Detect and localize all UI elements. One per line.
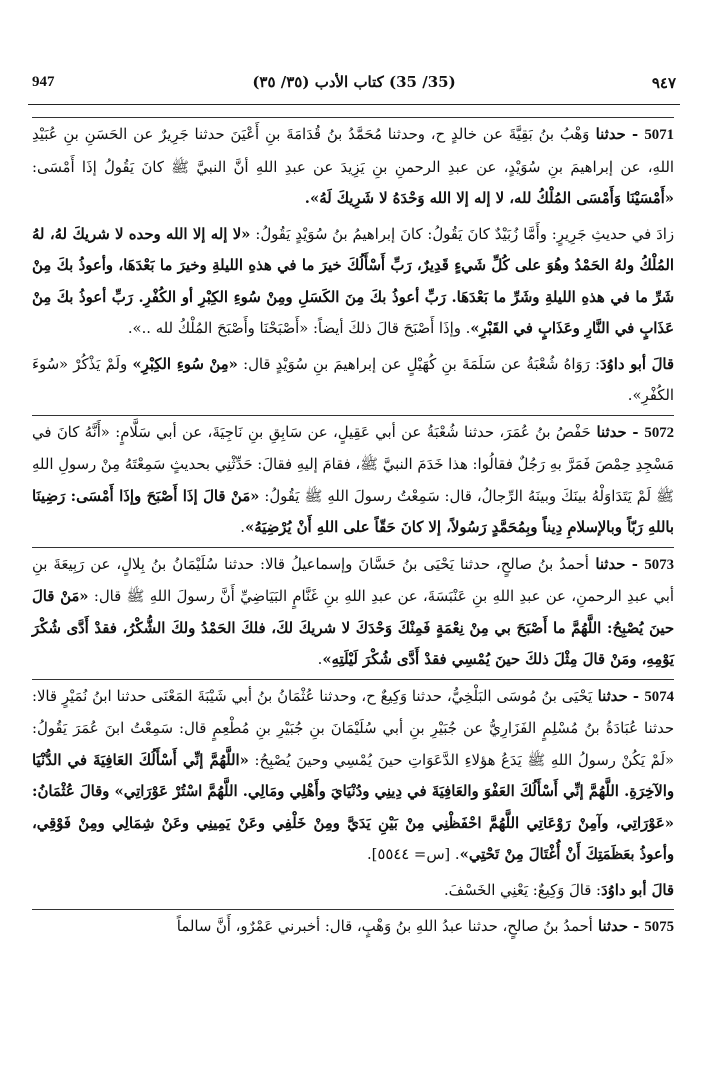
quoted-phrase: «مِنْ سُوءِ الكِبْرِ» bbox=[132, 355, 238, 373]
hadith-5072 bbox=[32, 415, 674, 544]
narration-opening: - حدثنا bbox=[588, 555, 645, 573]
page-number-latin: 947 bbox=[32, 74, 55, 90]
narration-tail: . وإذَا أَصْبَحَ قالَ ذلكَ أيضاً: «أَصْبَحْنَا وأَصْبَحَ المُلْكُ لله ..». bbox=[127, 320, 471, 337]
abu-dawud-note-2 bbox=[32, 875, 674, 907]
narration-opening: - حدثنا bbox=[589, 126, 645, 143]
abu-dawud-note-1 bbox=[32, 349, 674, 412]
note-text: : رَوَاهُ شُعْبَةُ عن سَلَمَةَ بنِ كُهَيْلٍ عن إبراهيمَ بنِ سُوَيْدٍ قال: bbox=[237, 355, 600, 373]
abu-dawud-label: قالَ أبو داوُدَ bbox=[599, 355, 674, 373]
page-number-arabic: ٩٤٧ bbox=[651, 74, 676, 92]
hadith-5075 bbox=[32, 909, 674, 944]
hadith-number: 5073 bbox=[644, 556, 674, 573]
supplication-text: «مَنْ قالَ إذَا أَصْبَحَ وإذَا أَمْسَى: رَضِينَا باللهِ رَبّاً وبالإسلامِ دِيناً وبِمُحَمَّدٍ رَسُولاً، إلا كانَ حَقّاً على اللهِ أَنْ يُرْضِيَهُ» bbox=[32, 487, 674, 536]
isnad-text: يَحْيَى بنُ مُوسَى البَلْخِيُّ، حدثنا وَكِيعٌ ح، وحدثنا عُثْمَانُ بنُ أبي شَيْبَةَ المَعْنَى حدثنا ابنُ نُمَيْرٍ قالا: حدثنا عُبَادَةُ بنُ مُسْلِمٍ الفَزَارِيُّ عن جُبَيْرِ بنِ أبي سُلَيْمَانَ بنِ جُبَيْرِ بنِ مُطْعِمٍ قال: سَمِعْتُ ابنَ عُمَرَ يَقُولُ: «لَمْ يَكُنْ رسولُ اللهِ ﷺ يَدَعُ هؤلاءِ الدَّعَوَاتِ حينَ يُمْسِي وحينَ يُصْبِحُ: bbox=[32, 687, 675, 769]
hadith-number: 5075 bbox=[644, 919, 674, 935]
addition-jarir bbox=[32, 219, 674, 345]
narration-text: زادَ في حديثِ جَرِيرٍ: وأَمَّا زُبَيْدٌ كانَ يَقُولُ: كانَ إبراهيمُ بنُ سُوَيْدٍ يَقُولُ: bbox=[250, 225, 675, 243]
cross-reference: . [س= ٥٥٤٤]. bbox=[366, 846, 460, 863]
hadith-number: 5072 bbox=[644, 424, 675, 441]
supplication-text: «أَمْسَيْنَا وَأَمْسَى المُلْكُ لله، لا إله إلا الله وَحْدَهُ لا شَرِيكَ لَهُ». bbox=[304, 190, 674, 207]
supplication-text: «لا إله إلا الله وحده لا شريكَ لهُ، لهُ المُلْكُ ولهُ الحَمْدُ وهُوَ على كُلِّ شَيءٍ قَدِيرٌ، رَبِّ أَسْأَلُكَ خيرَ ما في هذهِ الليلةِ وخيرَ ما بَعْدَهَا، وأعوذُ بكَ مِنْ شَرِّ ما في هذهِ الليلةِ وشَرِّ ما بَعْدَهَا. رَبِّ أعوذُ بكَ مِنَ الكَسَلِ ومِنْ سُوءِ الكِبْرِ أو الكُفْرِ. رَبِّ أعوذُ بكَ مِنْ عَذَابٍ في النَّارِ وعَذَابٍ في القَبْرِ» bbox=[32, 225, 674, 337]
hadith-number: 5074 bbox=[644, 688, 674, 705]
abu-dawud-label: قالَ أبو داوُدَ bbox=[601, 881, 674, 899]
note-text: : قالَ وَكِيعٌ: يَعْنِي الخَسْفَ. bbox=[443, 881, 602, 899]
isnad-text: أحمدُ بنُ صالحٍ، حدثنا يَحْيَى بنُ حَسَّانَ وإسماعيلُ قالا: حدثنا سُلَيْمَانُ بنُ بِلالٍ، عن رَبِيعَةَ بنِ أبي عبدِ الرحمنِ، عن عبدِ اللهِ بنِ عَنْبَسَةَ، عن عبدِ اللهِ بنِ غَنَّامٍ البَيَاضِيِّ أَنَّ رسولَ اللهِ ﷺ قال: bbox=[32, 555, 675, 605]
isnad-text: أحمدُ بنُ صالحٍ، حدثنا عبدُ اللهِ بنُ وَهْبٍ، قال: أخبرني عَمْرٌو، أَنَّ سالماً bbox=[176, 918, 593, 935]
hadith-5073 bbox=[32, 547, 674, 676]
supplication-text: «مَنْ قالَ حينَ يُصْبِحُ: اللَّهُمَّ ما أَصْبَحَ بي مِنْ نِعْمَةٍ فَمِنْكَ وَحْدَكَ لا شريكَ لكَ، فلكَ الحَمْدُ ولكَ الشُّكْرُ، فقدْ أَدَّى شُكْرَ يَوْمِهِ، ومَنْ قالَ مِثْلَ ذلكَ حينَ يُمْسِي فقدْ أَدَّى شُكْرَ لَيْلَتِهِ» bbox=[32, 588, 674, 668]
page-header bbox=[28, 64, 680, 105]
hadith-5071 bbox=[32, 117, 674, 215]
running-title: (35/ 35) كتاب الأدب (٣٥/ ٣٥) bbox=[252, 73, 456, 91]
isnad-text: وَهْبُ بنُ بَقِيَّةَ عن خالدٍ ح، وحدثنا مُحَمَّدُ بنُ قُدَامَةَ بنِ أَعْيَنَ حدثنا جَرِيرٌ عن الحَسَنِ بنِ عُبَيْدِ اللهِ، عن إبراهيمَ بنِ سُوَيْدٍ، عن عبدِ الرحمنِ بنِ يَزِيدَ عن عبدِ اللهِ أنَّ النبيَّ ﷺ كانَ يَقُولُ إذَا أَمْسَى: bbox=[32, 126, 674, 176]
narration-tail: . bbox=[240, 519, 245, 536]
note-tail: ولَمْ يَذْكُرْ «سُوءَ الكُفْرِ». bbox=[32, 355, 674, 404]
hadith-5074 bbox=[32, 679, 674, 871]
narration-opening: - حدثنا bbox=[592, 687, 645, 705]
narration-tail: . bbox=[317, 651, 323, 668]
narration-opening: - حدثنا bbox=[592, 918, 645, 935]
hadith-number: 5071 bbox=[644, 127, 674, 143]
narration-opening: - حدثنا bbox=[590, 423, 645, 441]
supplication-text: «اللَّهُمَّ إنِّي أَسْأَلُكَ العَافِيَةَ في الدُّنْيَا والآخِرَةِ. اللَّهُمَّ إنِّي أَسْأَلُكَ العَفْوَ والعَافِيَةَ في دِينِي ودُنْيَايَ وأَهْلِي ومَالِي. اللَّهُمَّ اسْتُرْ عَوْرَاتِي» وقالَ عُثْمَانُ: «عَوْرَاتِي، وآمِنْ رَوْعَاتِي اللَّهُمَّ احْفَظْنِي مِنْ بَيْنِ يَدَيَّ ومِنْ خَلْفِي وعَنْ يَمِينِي وعَنْ شِمَالِي ومِنْ فَوْقِي، وأعوذُ بعَظَمَتِكَ أَنْ أُغْتَالَ مِنْ تَحْتِي» bbox=[32, 751, 674, 863]
page-body bbox=[32, 114, 674, 944]
isnad-text: حَفْصُ بنُ عُمَرَ، حدثنا شُعْبَةُ عن أبي عَقِيلٍ، عن سَابِقِ بنِ نَاجِيَةَ، عن أبي سَلَّامٍ: «أَنَّهُ كانَ في مَسْجِدِ حِمْصَ فَمَرَّ بهِ رَجُلٌ فقالُوا: هذا خَدَمَ النبيَّ ﷺ، فقامَ إليهِ فقالَ: حَدِّثْنِي بحديثٍ سَمِعْتَهُ مِنْ رسولِ اللهِ ﷺ لَمْ يَتَدَاوَلْهُ بينَكَ وبينَهُ الرِّجالُ، قال: سَمِعْتُ رسولَ اللهِ ﷺ يَقُولُ: bbox=[32, 423, 674, 505]
